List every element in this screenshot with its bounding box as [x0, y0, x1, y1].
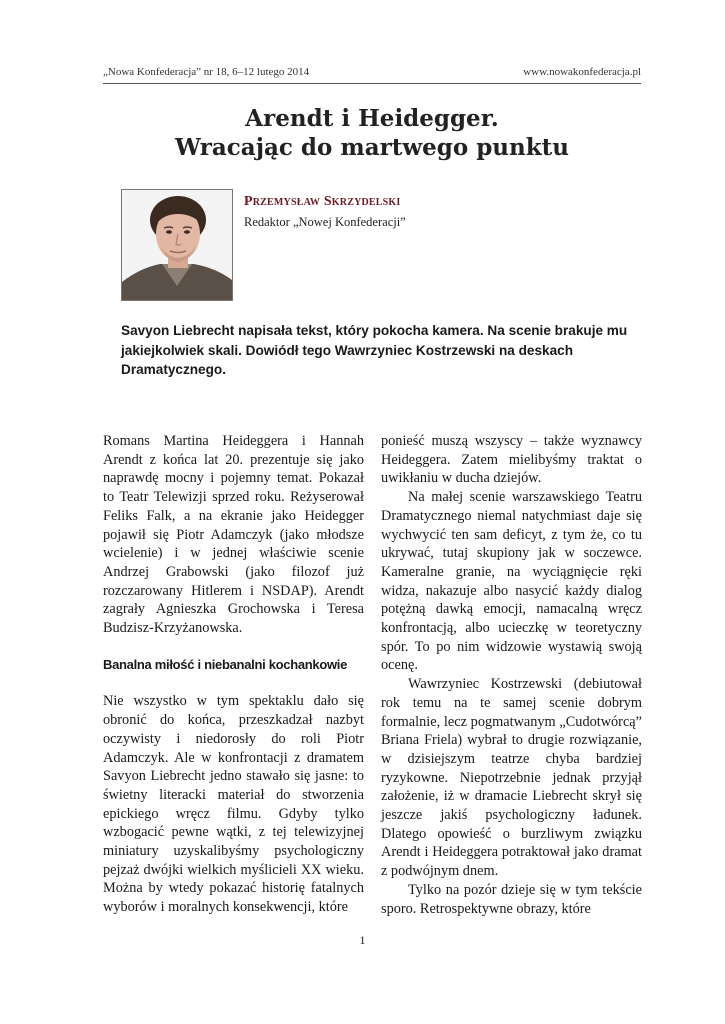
paragraph: Wawrzyniec Kostrzewski (debiutował rok temu na te samej scenie dobrym formalnie, lecz pogmatwanym „Cudotwórcą” Briana Friela) wybrał to drugie rozwiązanie, w dzisiejszym teatrze chyba bardziej ryzykowne. Niepotrzebnie jednak przyjął założenie, iż w dramacie Liebrecht skrył się jeszcze jakiś psychologiczny ładunek. Dlatego opowieść o burzliwym związku Arendt i Heideggera potraktował jako dramat z podwójnym dnem.: [381, 676, 642, 880]
header-rule: [103, 83, 641, 84]
running-header: [103, 66, 641, 82]
author-portrait-image: [122, 190, 232, 300]
paragraph: Romans Martina Heideggera i Hannah Arendt z końca lat 20. prezentuje się jako naprawdę mocny i pojemny temat. Pokazał to Teatr Telewizji sprzed roku. Reżyserował Feliks Falk, a na ekranie jako Heidegger pojawił się Piotr Adamczyk (jako młodsze wcielenie) i w jednej właściwie scenie Andrzej Grabowski (jako filozof już rozczarowany Hitlerem i NSDAP). Arendt zagrały Agnieszka Grochowska i Teresa Budzisz-Krzyżanowska.: [103, 433, 364, 637]
issue-info: „Nowa Konfederacja” nr 18, 6–12 lutego 2014: [103, 66, 310, 78]
paragraph: Nie wszystko w tym spektaklu dało się obronić do końca, przeszkadzał nazbyt oczywisty i niedorosły do roli Piotr Adamczyk. Ale w konfrontacji z dramatem Savyon Liebrecht jedno stawało się jasne: to świetny literacki materiał do stworzenia epickiego wręcz filmu. Gdyby tylko wzbogacić pewne wątki, z tej telewizyjnej miniatury uzyskalibyśmy psychologiczny pejzaż dwójki wielkich myślicieli XX wieku. Można by wtedy pokazać historię fatalnych wyborów i moralnych konsekwencji, które: [103, 693, 364, 916]
author-photo: [121, 189, 233, 301]
article-title: [103, 104, 641, 162]
left-column: [103, 432, 364, 917]
author-role: Redaktor „Nowej Konfederacji”: [244, 215, 406, 229]
website-url[interactable]: www.nowakonfederacja.pl: [523, 66, 641, 78]
page-number: 1: [359, 933, 366, 947]
title-line-2: Wracając do martwego punktu: [174, 134, 570, 161]
article-lead: Savyon Liebrecht napisała tekst, który pokocha kamera. Na scenie brakuje mu jakiejkolwiek skali. Dowiódł tego Wawrzyniec Kostrzewski na deskach Dramatycznego.: [121, 323, 628, 377]
section-subheading: Banalna miłość i niebanalni kochankowie: [103, 656, 348, 672]
paragraph: ponieść muszą wszyscy – także wyznawcy Heideggera. Zatem mielibyśmy traktat o uwikłaniu w ducha dziejów.: [381, 433, 642, 487]
title-line-1: Arendt i Heidegger.: [245, 105, 499, 132]
paragraph: Tylko na pozór dzieje się w tym tekście sporo. Retrospektywne obrazy, które: [381, 881, 642, 917]
right-column: [381, 432, 642, 918]
paragraph: Na małej scenie warszawskiego Teatru Dramatycznego niemal natychmiast daje się wychwycić ten sam deficyt, z tym że, co tu ukrywać, tutaj skupiony jak w soczewce. Kameralne granie, na wyciągnięcie ręki widza, nakazuje albo nasycić każdy dialog potężną dawką emocji, namacalną wręcz konfrontacją, albo ucieczkę w teoretyczny spór. To po nim widzowie wystawią swoją ocenę.: [381, 489, 642, 674]
author-name: Przemysław Skrzydelski: [244, 194, 401, 209]
